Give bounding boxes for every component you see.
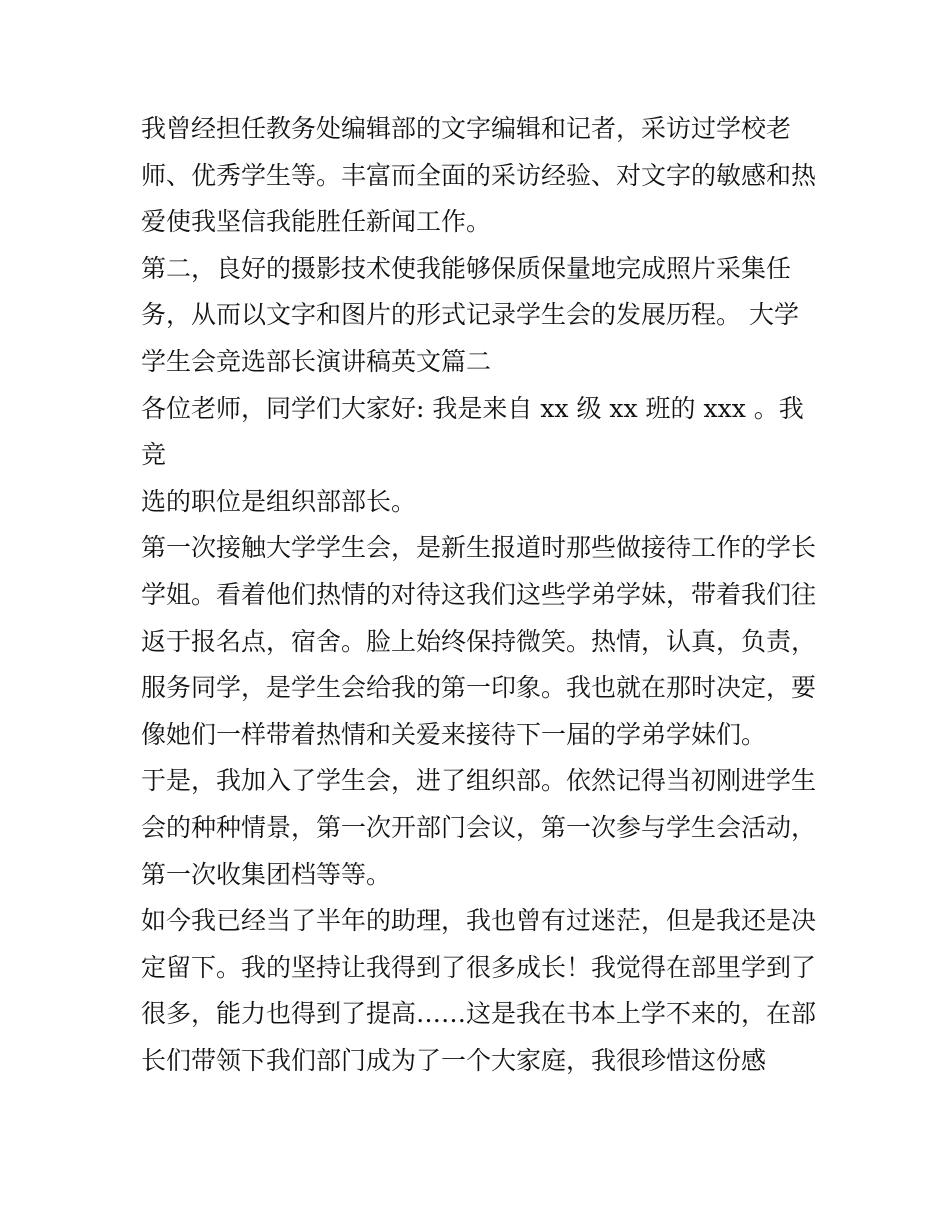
paragraph-photography: 第二，良好的摄影技术使我能够保质保量地完成照片采集任 务，从而以文字和图片的形式记录学生会的发展历程。 大学 学生会竞选部长演讲稿英文篇二 [141, 253, 799, 376]
paragraph-experience: 我曾经担任教务处编辑部的文字编辑和记者，采访过学校老 师、优秀学生等。丰富而全面的采访经验、对文字的敏感和热 爱使我坚信我能胜任新闻工作。 [141, 114, 817, 237]
paragraph-first-contact: 第一次接触大学学生会，是新生报道时那些做接待工作的学长 学姐。看着他们热情的对待这我们这些学弟学妹，带着我们往 返于报名点，宿舍。脸上始终保持微笑。热情，认真，负责， 服务同学，是学生会给我的第一印象。我也就在那时决定，要 像她们一样带着热情和关爱来接待下一届的学弟学妹们。 [141, 533, 817, 749]
paragraph-joined: 于是，我加入了学生会，进了组织部。依然记得当初刚进学生 会的种种情景，第一次开部门会议，第一次参与学生会活动， 第一次收集团档等等。 [141, 766, 817, 889]
paragraph-greeting: 各位老师，同学们大家好: 我是来自 xx 级 xx 班的 xxx 。我竞 选的职位是组织部部长。 [141, 393, 804, 516]
document-body [141, 106, 821, 1084]
paragraph-assistant: 如今我已经当了半年的助理，我也曾有过迷茫，但是我还是决 定留下。我的坚持让我得到了很多成长！我觉得在部里学到了 很多，能力也得到了提高……这是我在书本上学不来的，在部 长们带领下我们部门成为了一个大家庭，我很珍惜这份感 [141, 906, 817, 1075]
